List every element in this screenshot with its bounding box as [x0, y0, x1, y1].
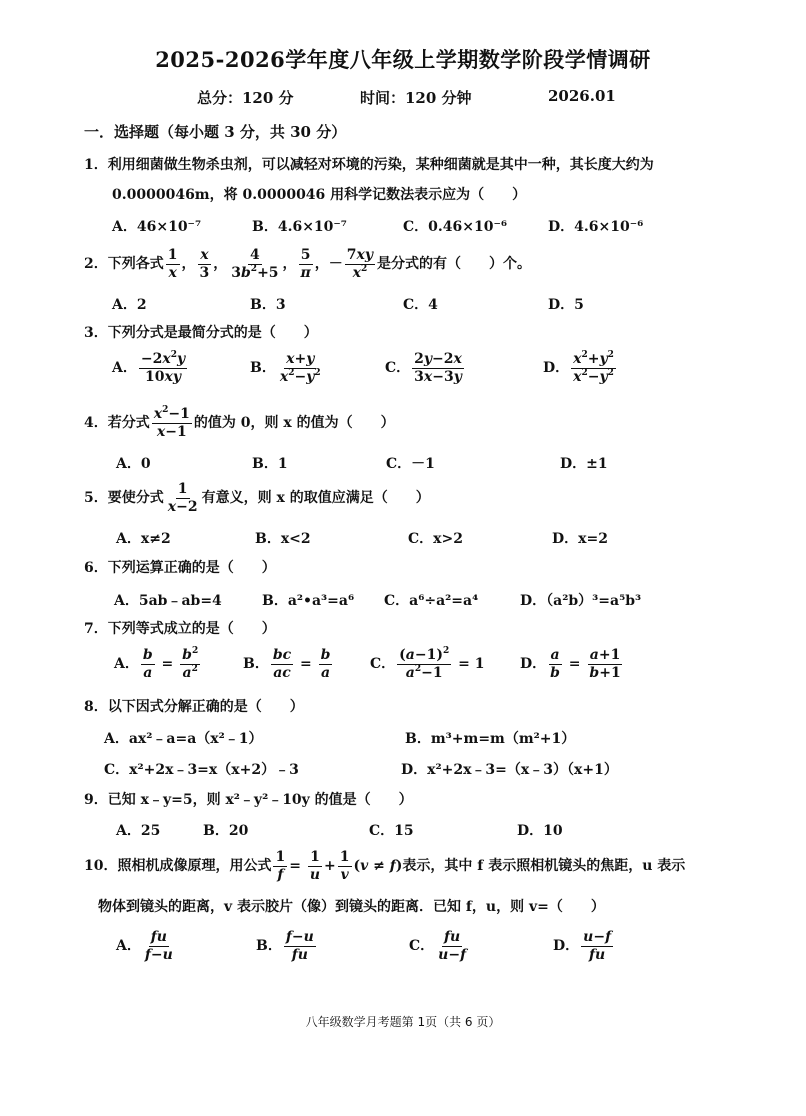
q3-option-c: C． $\frac{2y-2x}{3x-3y}$ — [385, 351, 462, 385]
q2-option-b: B．3 — [250, 297, 286, 313]
q8-option-d: D．x²+2x﹣3=（x﹣3）（x+1） — [401, 762, 618, 778]
question-number: 1． — [84, 157, 108, 173]
question-number: 2． — [84, 256, 108, 273]
question-stem-end: 表示，其中 f 表示照相机镜头的焦距，u 表示 — [402, 858, 686, 875]
q5-option-b: B．x<2 — [255, 531, 311, 547]
q7-option-a: A． $\frac{b}{a}$ = $\frac{b^2}{a^2}$ — [114, 646, 199, 681]
question-number: 9． — [84, 792, 108, 808]
q8-option-c: C．x²+2x﹣3=x（x+2）﹣3 — [104, 762, 299, 778]
exam-time: 时间：120 分钟 — [360, 89, 472, 107]
q10-option-b: B． $\frac{f-u}{fu}$ — [256, 929, 314, 963]
question-1-line2: 0.0000046m，将 0.0000046 用科学记数法表示应为（ ） — [112, 187, 527, 203]
q2-option-a: A．2 — [112, 297, 147, 313]
fraction: $\frac{7xy}{x^2}$ — [346, 247, 374, 281]
q1-option-c: C．0.46×10⁻⁶ — [403, 219, 507, 235]
question-stem: 照相机成像原理，用公式 — [117, 858, 272, 875]
question-stem: 以下因式分解正确的是（ ） — [107, 699, 304, 715]
question-stem: 下列等式成立的是（ ） — [107, 621, 276, 637]
question-stem: 下列分式是最简分式的是（ ） — [107, 325, 318, 341]
q10-option-d: D． $\frac{u-f}{fu}$ — [553, 929, 612, 963]
question-stem: 下列运算正确的是（ ） — [107, 560, 276, 576]
q4-option-d: D．±1 — [560, 456, 608, 472]
question-number: 4． — [84, 415, 108, 432]
question-3 — [84, 322, 318, 342]
fraction: $\frac{5}{\pi}$ — [300, 247, 311, 281]
q10-option-a: A． $\frac{fu}{f-u}$ — [116, 929, 173, 963]
q6-option-a: A．5ab﹣ab=4 — [114, 593, 222, 609]
q8-option-b: B．m³+m=m（m²+1） — [405, 731, 576, 747]
section-heading: 一．选择题（每小题 3 分，共 30 分） — [84, 123, 347, 141]
question-stem-end: 的值为 0，则 x 的值为（ ） — [193, 415, 395, 432]
fraction: $\frac{1}{f}$ — [275, 849, 286, 883]
question-stem: 已知 x﹣y=5，则 x²﹣y²﹣10y 的值是（ ） — [107, 792, 413, 808]
q4-option-a: A．0 — [116, 456, 151, 472]
q6-option-c: C．a⁶÷a²=a⁴ — [384, 593, 479, 609]
question-6 — [84, 557, 276, 577]
q1-option-a: A．46×10⁻⁷ — [112, 219, 202, 235]
fraction: $\frac{4}{3b^2+5}$ — [231, 247, 279, 281]
question-number: 10． — [84, 858, 118, 875]
question-7 — [84, 618, 276, 638]
question-10: 10．照相机成像原理，用公式 $\frac{1}{f}$ = $\frac{1}{u}$ + $\frac{1}{v}$ (v ≠ f)表示，其中 f 表示照相机镜头的焦距，u 表示 — [84, 849, 686, 883]
question-stem-end: 有意义，则 x 的取值应满足（ ） — [201, 490, 430, 507]
q4-option-b: B．1 — [252, 456, 288, 472]
question-number: 7． — [84, 621, 108, 637]
question-1 — [84, 154, 654, 174]
q9-option-c: C．15 — [369, 823, 414, 839]
fraction: $\frac{x^2-1}{x-1}$ — [153, 405, 190, 440]
page-title: 2025-2026学年度八年级上学期数学阶段学情调研 — [155, 47, 651, 72]
question-10-line2: 物体到镜头的距离，v 表示胶片（像）到镜头的距离．已知 f，u，则 v=（ ） — [98, 899, 605, 915]
fraction: $\frac{x}{3}$ — [199, 247, 210, 281]
q10-option-c: C． $\frac{fu}{u-f}$ — [409, 929, 467, 963]
fraction: $\frac{1}{u}$ — [309, 849, 321, 883]
question-stem-end: 是分式的有（ ）个。 — [377, 256, 532, 273]
question-number: 3． — [84, 325, 108, 341]
q8-option-a: A．ax²﹣a=a（x²﹣1） — [104, 731, 263, 747]
question-number: 8． — [84, 699, 108, 715]
q9-option-d: D．10 — [517, 823, 563, 839]
q7-option-d: D． $\frac{a}{b}$ = $\frac{a+1}{b+1}$ — [520, 647, 621, 681]
question-8 — [84, 696, 304, 716]
q3-option-b: B． $\frac{x+y}{x^2-y^2}$ — [250, 351, 321, 385]
fraction: $\frac{1}{x}$ — [167, 247, 178, 281]
q1-option-b: B．4.6×10⁻⁷ — [252, 219, 347, 235]
q4-option-c: C．－1 — [386, 456, 435, 472]
q3-option-a: A． $\frac{-2x^2y}{10xy}$ — [112, 350, 186, 385]
q6-option-d: D．（a²b）³=a⁵b³ — [520, 593, 642, 609]
question-stem: 要使分式 — [107, 490, 164, 507]
q2-option-d: D．5 — [548, 297, 584, 313]
question-stem: 下列各式 — [107, 256, 164, 273]
q5-option-d: D．x=2 — [552, 531, 608, 547]
q7-option-c: C． $\frac{(a-1)^2}{a^2-1}$ = 1 — [370, 646, 485, 681]
exam-date: 2026.01 — [548, 87, 616, 105]
question-4 — [84, 407, 395, 439]
page-footer: 八年级数学月考题第 1页（共 6 页） — [305, 1015, 501, 1029]
fraction: $\frac{1}{v}$ — [339, 849, 350, 883]
question-stem: 利用细菌做生物杀虫剂，可以减轻对环境的污染，某种细菌就是其中一种，其长度大约为 — [107, 157, 654, 173]
question-5 — [84, 482, 430, 514]
total-score: 总分：120 分 — [197, 89, 294, 107]
q5-option-c: C．x>2 — [408, 531, 463, 547]
q5-option-a: A．x≠2 — [116, 531, 171, 547]
q3-option-d: D． $\frac{x^2+y^2}{x^2-y^2}$ — [543, 350, 614, 385]
question-9 — [84, 789, 413, 809]
q2-option-c: C．4 — [403, 297, 438, 313]
question-number: 6． — [84, 560, 108, 576]
q7-option-b: B． $\frac{bc}{ac}$ = $\frac{b}{a}$ — [243, 647, 331, 681]
question-stem: 若分式 — [107, 415, 150, 432]
q9-option-a: A．25 — [116, 823, 161, 839]
question-number: 5． — [84, 490, 108, 507]
fraction: $\frac{1}{x-2}$ — [167, 481, 198, 515]
question-2: 2．下列各式 $\frac{1}{x}$ ， $\frac{x}{3}$ ， $\frac{4}{3b^2+5}$ ， $\frac{5}{\pi}$ ，－ $\frac{7xy}{x^2}$ 是分式的有（ ）个。 — [84, 247, 532, 281]
q1-option-d: D．4.6×10⁻⁶ — [548, 219, 644, 235]
q6-option-b: B．a²•a³=a⁶ — [262, 593, 355, 609]
q9-option-b: B．20 — [203, 823, 249, 839]
